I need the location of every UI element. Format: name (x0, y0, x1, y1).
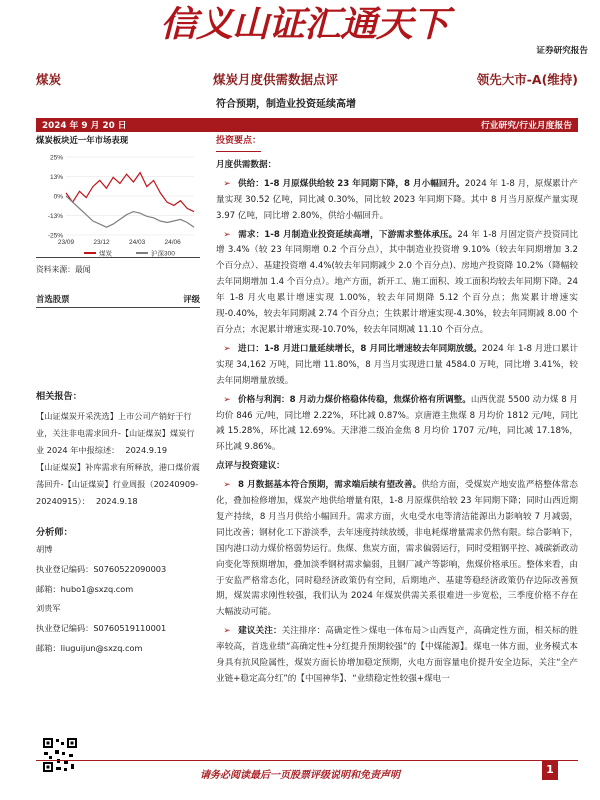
date-category-bar (36, 118, 578, 132)
chart-title: 煤炭板块近一年市场表现 (36, 135, 129, 145)
import-lead: 进口： (238, 343, 265, 354)
demand-paragraph (216, 228, 578, 339)
x-tick-label: 24/03 (128, 239, 146, 246)
y-tick-label: 0% (53, 193, 63, 201)
analysts-title: 分析师： (36, 527, 73, 538)
series-line-0 (66, 173, 194, 212)
supply-lead: 供给： (238, 178, 264, 189)
y-tick-label: -13% (47, 213, 63, 220)
stock-pick-header (36, 293, 200, 308)
supply-detail: 2024 年 1-8 月，原煤累计产量实现 30.52 亿吨，同比减 0.30%，同比较 2023 年同期下降。其中 8 月当月原煤产量实现 3.97 亿吨，同比增 2.80%，供给小幅回升。 (216, 178, 578, 221)
demand-lead: 需求： (238, 229, 265, 240)
y-tick-label: 13% (49, 174, 63, 181)
footer-divider (36, 760, 578, 761)
bullet-arrow-icon: ➢ (223, 178, 231, 189)
price-summary: 8 月动力煤价格稳体传稳，焦煤价格有所调整。 (289, 394, 471, 405)
analyst-name: 刘贵军 (36, 603, 61, 614)
supply-summary: 1-8 月原煤供给较 23 年同期下降，8 月小幅回升。 (263, 178, 465, 189)
chart-source: 资料来源：最闻 (36, 265, 91, 274)
stock-rating-label: 评级 (183, 294, 200, 304)
footer-disclaimer[interactable]: 请务必阅读最后一页股票评级说明和免责声明 (200, 770, 400, 781)
recommend-paragraph (216, 624, 578, 688)
analyst-name: 胡博 (36, 544, 53, 554)
bullet-arrow-icon: ➢ (223, 343, 231, 354)
analyst-list (36, 540, 200, 659)
import-paragraph (216, 342, 578, 390)
related-report-text: 【山证煤炭】补库需求有所释放，港口煤价震荡回升-【山证煤炭】行业周报（20240909-20240915）： (36, 462, 200, 506)
y-tick-label: 25% (49, 154, 63, 162)
y-tick-label: -25% (47, 232, 63, 240)
related-reports-title: 相关报告： (36, 391, 82, 402)
main-content (216, 134, 578, 688)
series-line-1 (66, 196, 194, 227)
related-report-item[interactable] (36, 408, 200, 459)
key-points-title: 投资要点： (216, 134, 261, 152)
report-date: 2024 年 9 月 20 日 (42, 121, 127, 131)
bullet-arrow-icon: ➢ (223, 229, 231, 240)
brand-slogan: 信义山证汇通天下 (160, 2, 448, 45)
brand-banner (0, 0, 600, 54)
bullet-arrow-icon: ➢ (223, 626, 231, 637)
related-report-item[interactable] (36, 459, 200, 510)
analyst-cert: 执业登记编码：S0760522090003 (36, 563, 167, 574)
price-paragraph (216, 393, 578, 457)
recommend-detail: 关注排序：高确定性＞煤电一体布局＞山西复产，高确定性方面，相关标的胜率较高，首选业绩“高确定性+分红提升预期较强”的【中煤能源】。煤电一体方面，业务模式本身具有抗风险属性，煤炭方面长协增加稳定预期，火电方面容量电价提升安全边际，关注“全产业链+稳定高分红”的【中国神华】、“业绩稳定性较强+煤电一 (216, 626, 578, 684)
report-title: 煤炭月度供需数据点评 (213, 72, 339, 87)
advice-detail: 供给方面，受煤炭产地安监严格整体常态化，叠加检修增加，煤炭产地供给增量有限，1-8 月原煤供给较 23 年同期下降；同时山西近期复产持续，8 月当月供给小幅回升。需求方面，火电受水电等清洁能源出力影响较 7 月减弱，同比改善；钢材化工下游淡季，去年速度持续放缓，非电耗煤增量需求仍然有限。综合影响下，国内港口动力煤价格弱势运行。焦煤、焦炭方面，需求偏弱运行，同时受粗钢平控、减碳新政动向变化等预期增加，叠加淡季钢材需求偏弱，且钢厂减产等影响，焦煤价格承压。整体来看，由于安监严格常态化，同时稳经济政策仍有空间，后期地产、基建等稳经济政策仍存边际改善预期，煤炭需求刚性较强，我们认为 2024 年煤炭供需关系很难进一步宽松，三季度价格不存在大幅波动可能。 (216, 480, 578, 618)
demand-summary: 1-8 月制造业投资延续高增，下游需求整体承压。 (264, 229, 458, 240)
bullet-arrow-icon: ➢ (223, 480, 231, 491)
chart-divider (36, 257, 200, 258)
x-tick-label: 23/09 (57, 239, 75, 246)
report-header (36, 70, 578, 92)
related-report-date: 2024.9.18 (95, 496, 138, 506)
legend-label: 沪深300 (151, 250, 175, 257)
stock-pick-label: 首选股票 (36, 294, 70, 304)
import-detail: 2024 年 1-8 月进口累计实现 34,162 万吨，同比增 11.80%，8 月当月实现进口量 4584.0 万吨，同比增 3.41%，较去年同期增量放缓。 (216, 343, 578, 386)
report-category: 行业研究/行业月度报告 (480, 121, 572, 131)
x-tick-label: 24/06 (164, 239, 181, 246)
bullet-arrow-icon: ➢ (223, 394, 231, 405)
import-summary: 1-8 月进口量延续增长，8 月同比增速较去年同期放缓。 (264, 343, 482, 354)
related-report-date: 2024.9.19 (125, 445, 168, 455)
left-sidebar (36, 134, 200, 659)
sector-label: 煤炭 (36, 72, 62, 87)
advice-heading: 点评与投资建议： (216, 461, 285, 472)
analyst-email[interactable]: 邮箱：liuguijun@sxzq.com (36, 642, 143, 653)
advice-paragraph (216, 478, 578, 621)
report-type-tag: 证券研究报告 (536, 46, 588, 56)
monthly-data-heading: 月度供需数据： (216, 159, 277, 170)
rating-label: 领先大市-A(维持) (476, 72, 578, 87)
legend-label: 煤炭 (99, 250, 112, 257)
report-subtitle: 符合预期，制造业投资延续高增 (216, 99, 356, 110)
recommend-lead: 建议关注： (238, 626, 282, 637)
price-detail: 山西优混 5500 动力煤 8 月均价 846 元/吨，同比增 2.22%，环比减 0.87%。京唐港主焦煤 8 月均价 1812 元/吨，同比减 15.28%，环比减 12.69%。天津港二级冶金焦 8 月均价 1707 元/吨，同比减 17.18%，环比减 9.86%。 (216, 394, 578, 453)
demand-detail: 24 年 1-8 月固定资产投资同比增 3.4%（较 23 年同期增 0.2 个百分点），其中制造业投资增 9.10%（较去年同期增加 3.2 个百分点）、基建投资增 4.4%(较去年同期减少 2.0 个百分点)、房地产投资降 10.2%（降幅较去年同期增加 1.4 个百分点）。地产方面，新开工、施工面积、竣工面积均较去年同期下降。24 年 1-8 月火电累计增速实现 1.00%，较去年同期降 5.12 个百分点；焦炭累计增速实现-0.40%，较去年同期减 2.74 个百分点；生铁累计增速实现-4.30%，较去年同期减 8.00 个百分点；水泥累计增速实现-10.70%，较去年同期减 11.10 个百分点。 (216, 229, 578, 335)
x-tick-label: 23/12 (93, 239, 110, 246)
market-performance-chart (36, 149, 200, 257)
related-reports (36, 408, 200, 510)
page-number: 1 (542, 760, 558, 780)
supply-paragraph (216, 177, 578, 225)
related-report-text: 【山证煤炭开采洗选】上市公司产销好于行业，关注非电需求回升-【山证煤炭】煤炭行业 2024 年中报综述： (36, 411, 195, 455)
chart-svg (36, 149, 200, 257)
advice-summary: 8 月数据基本符合预期，需求端后续有望改善。 (238, 480, 422, 491)
analyst-cert: 执业登记编码：S0760519110001 (36, 623, 167, 634)
analyst-email[interactable]: 邮箱：hubo1@sxzq.com (36, 583, 134, 594)
price-lead: 价格与利润： (238, 394, 290, 405)
